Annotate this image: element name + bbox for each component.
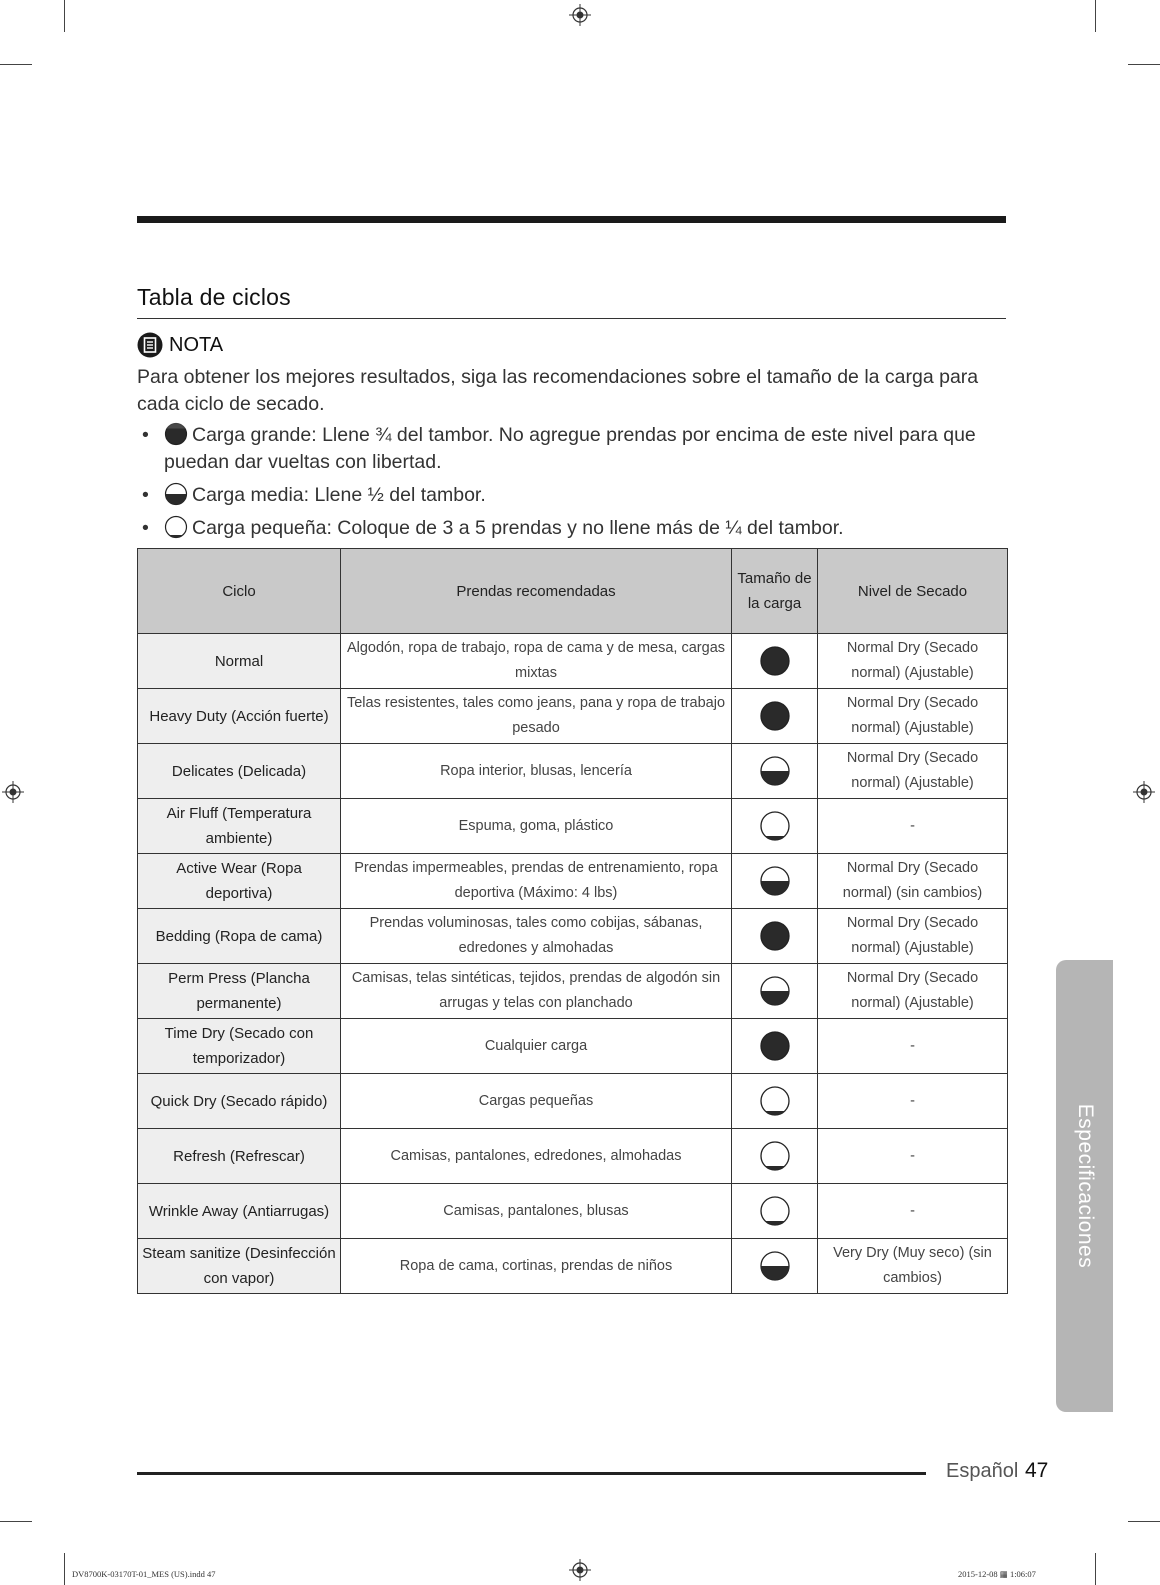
load-size-list	[137, 422, 997, 548]
small-load-icon	[758, 1194, 792, 1228]
header-garments: Prendas recomendadas	[341, 549, 732, 634]
header-cycle: Ciclo	[138, 549, 341, 634]
recommended-garments: Telas resistentes, tales como jeans, pana y ropa de trabajo pesado	[341, 689, 732, 744]
recommended-garments: Camisas, pantalones, blusas	[341, 1184, 732, 1239]
table-row	[138, 964, 1008, 1019]
table-row	[138, 1129, 1008, 1184]
registration-mark-icon	[569, 4, 591, 26]
cycle-name: Time Dry (Secado con temporizador)	[138, 1019, 341, 1074]
dry-level: Very Dry (Muy seco) (sin cambios)	[818, 1239, 1008, 1294]
load-size	[732, 964, 818, 1019]
cycle-name: Refresh (Refrescar)	[138, 1129, 341, 1184]
dry-level: Normal Dry (Secado normal) (Ajustable)	[818, 909, 1008, 964]
note-intro: Para obtener los mejores resultados, siga las recomendaciones sobre el tamaño de la carga para cada ciclo de secado.	[137, 366, 979, 415]
dry-level: -	[818, 1129, 1008, 1184]
cycle-name: Steam sanitize (Desinfección con vapor)	[138, 1239, 341, 1294]
table-row	[138, 634, 1008, 689]
table-row	[138, 1019, 1008, 1074]
load-size	[732, 909, 818, 964]
note-icon	[137, 332, 163, 358]
table-row	[138, 1239, 1008, 1294]
dry-level: Normal Dry (Secado normal) (Ajustable)	[818, 744, 1008, 799]
load-size	[732, 854, 818, 909]
large-load-icon	[758, 644, 792, 678]
recommended-garments: Prendas impermeables, prendas de entrenamiento, ropa deportiva (Máximo: 4 lbs)	[341, 854, 732, 909]
crop-mark	[1128, 1521, 1160, 1522]
recommended-garments: Cualquier carga	[341, 1019, 732, 1074]
footer-rule	[137, 1472, 926, 1475]
cycle-name: Quick Dry (Secado rápido)	[138, 1074, 341, 1129]
table-row	[138, 854, 1008, 909]
cycle-name: Bedding (Ropa de cama)	[138, 909, 341, 964]
cycle-name: Delicates (Delicada)	[138, 744, 341, 799]
bullet-text: Carga grande: Llene ¾ del tambor. No agregue prendas por encima de este nivel para que puedan dar vueltas con libertad.	[164, 424, 976, 473]
dry-level: Normal Dry (Secado normal) (Ajustable)	[818, 634, 1008, 689]
recommended-garments: Ropa interior, blusas, lencería	[341, 744, 732, 799]
crop-mark	[1128, 64, 1160, 65]
dry-level: -	[818, 1019, 1008, 1074]
crop-mark	[1095, 1553, 1096, 1585]
bullet-text: Carga pequeña: Coloque de 3 a 5 prendas y no llene más de ¼ del tambor.	[192, 517, 844, 539]
registration-mark-icon	[569, 1559, 591, 1581]
medium-load-icon	[164, 482, 188, 506]
load-size	[732, 689, 818, 744]
cycle-name: Heavy Duty (Acción fuerte)	[138, 689, 341, 744]
load-size	[732, 1184, 818, 1239]
bullet-text: Carga media: Llene ½ del tambor.	[192, 484, 486, 506]
table-row	[138, 799, 1008, 854]
note-label: NOTA	[169, 333, 224, 356]
note-heading	[137, 332, 223, 358]
recommended-garments: Algodón, ropa de trabajo, ropa de cama y de mesa, cargas mixtas	[341, 634, 732, 689]
table-header-row	[138, 549, 1008, 634]
large-load-icon	[758, 699, 792, 733]
cycle-name: Normal	[138, 634, 341, 689]
crop-mark	[0, 1521, 32, 1522]
table-row	[138, 909, 1008, 964]
dry-level: Normal Dry (Secado normal) (sin cambios)	[818, 854, 1008, 909]
bullet-dot: •	[142, 517, 149, 539]
medium-load-icon	[758, 1249, 792, 1283]
recommended-garments: Cargas pequeñas	[341, 1074, 732, 1129]
table-row	[138, 744, 1008, 799]
cycle-name: Perm Press (Plancha permanente)	[138, 964, 341, 1019]
section-title: Tabla de ciclos	[137, 284, 291, 310]
title-rule	[137, 318, 1006, 319]
header-dry-level: Nivel de Secado	[818, 549, 1008, 634]
cycle-name: Air Fluff (Temperatura ambiente)	[138, 799, 341, 854]
load-size	[732, 1019, 818, 1074]
crop-mark	[64, 0, 65, 32]
load-size	[732, 744, 818, 799]
crop-mark	[1095, 0, 1096, 32]
cycle-table	[137, 548, 1008, 1294]
table-row	[138, 1184, 1008, 1239]
load-size	[732, 1074, 818, 1129]
crop-mark	[64, 1553, 65, 1585]
medium-load-icon	[758, 974, 792, 1008]
registration-mark-icon	[1133, 781, 1155, 803]
large-load-icon	[758, 919, 792, 953]
recommended-garments: Prendas voluminosas, tales como cobijas, sábanas, edredones y almohadas	[341, 909, 732, 964]
recommended-garments: Ropa de cama, cortinas, prendas de niños	[341, 1239, 732, 1294]
cycle-name: Wrinkle Away (Antiarrugas)	[138, 1184, 341, 1239]
crop-mark	[0, 64, 32, 65]
recommended-garments: Espuma, goma, plástico	[341, 799, 732, 854]
dry-level: -	[818, 1184, 1008, 1239]
medium-load-icon	[758, 864, 792, 898]
recommended-garments: Camisas, telas sintéticas, tejidos, prendas de algodón sin arrugas y telas con planchado	[341, 964, 732, 1019]
dry-level: -	[818, 799, 1008, 854]
print-slug-left: DV8700K-03170T-01_MES (US).indd 47	[72, 1569, 216, 1579]
load-size	[732, 1129, 818, 1184]
load-size	[732, 634, 818, 689]
dry-level: Normal Dry (Secado normal) (Ajustable)	[818, 964, 1008, 1019]
small-load-icon	[758, 809, 792, 843]
small-load-icon	[164, 515, 188, 539]
recommended-garments: Camisas, pantalones, edredones, almohadas	[341, 1129, 732, 1184]
small-load-icon	[758, 1084, 792, 1118]
side-tab-label: Especificaciones	[1073, 1103, 1097, 1269]
medium-load-icon	[758, 754, 792, 788]
bullet-dot: •	[142, 484, 149, 506]
print-slug-right: 2015-12-08 ▦ 1:06:07	[958, 1569, 1036, 1579]
side-tab	[1056, 960, 1113, 1412]
large-load-icon	[164, 422, 188, 446]
load-size	[732, 799, 818, 854]
dry-level: -	[818, 1074, 1008, 1129]
header-load-size: Tamaño de la carga	[732, 549, 818, 634]
page-number: 47	[1025, 1459, 1049, 1482]
registration-mark-icon	[2, 781, 24, 803]
dry-level: Normal Dry (Secado normal) (Ajustable)	[818, 689, 1008, 744]
load-size	[732, 1239, 818, 1294]
bullet-dot: •	[142, 424, 149, 446]
large-load-icon	[758, 1029, 792, 1063]
list-item	[137, 482, 997, 509]
table-row	[138, 1074, 1008, 1129]
small-load-icon	[758, 1139, 792, 1173]
cycle-name: Active Wear (Ropa deportiva)	[138, 854, 341, 909]
list-item	[137, 515, 997, 542]
table-row	[138, 689, 1008, 744]
header-bar	[137, 216, 1006, 223]
list-item	[137, 422, 997, 476]
footer-language: Español	[946, 1460, 1019, 1482]
